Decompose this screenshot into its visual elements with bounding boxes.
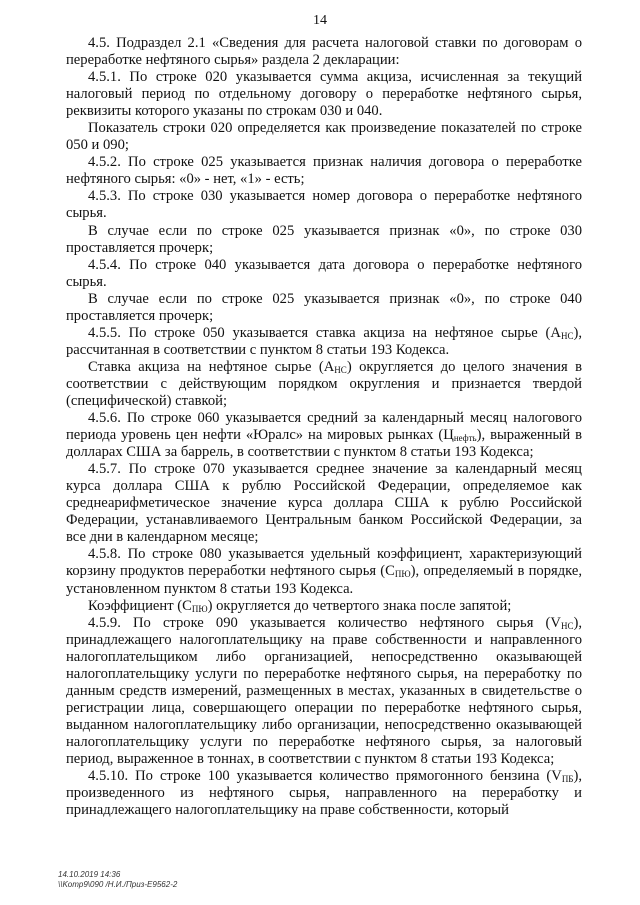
paragraph: Коэффициент $(С_{ПЮ})$ округляется до четвертого знака после запятой; <box>88 597 512 614</box>
paragraph: Ставка акциза на нефтяное сырье $(А_{НС})$ округляется до целого значения в соответствии с действующим порядком округления и признается твердой (специфической) ставкой; <box>66 358 583 409</box>
page-number: 14 <box>313 13 327 28</box>
document-body <box>66 35 582 819</box>
paragraph: Показатель строки 020 определяется как произведение показателей по строке 050 и 090; <box>66 120 582 154</box>
paragraph: 4.5.5. По строке 050 указывается ставка акциза на нефтяное сырье $(А_{НС})$, рассчитанная в соответствии с пунктом 8 статьи 193 Кодекса. <box>66 324 582 358</box>
paragraph: 4.5.10. По строке 100 указывается количество прямогонного бензина $(V_{ПБ})$, произведенного из нефтяного сырья, направленного на переработку и принадлежащего налогоплательщику на праве собственности, который <box>66 768 582 819</box>
paragraph: 4.5.1. По строке 020 указывается сумма акциза, исчисленная за текущий налоговый период по отдельному договору о переработке нефтяного сырья, реквизиты которого указаны по строкам 030 и 040. <box>66 69 582 120</box>
paragraph: 4.5.3. По строке 030 указывается номер договора о переработке нефтяного сырья. <box>66 188 582 222</box>
print-footer <box>58 870 177 890</box>
print-file-path: \\Komp9\090 /Н.И./Приз-E9562-2 <box>58 880 178 889</box>
print-timestamp: 14.10.2019 14:36 <box>58 870 121 879</box>
paragraph: 4.5.8. По строке 080 указывается удельный коэффициент, характеризующий корзину продуктов переработки нефтяного сырья $(С_{ПЮ})$, определяемый в порядке, установленном пунктом 8 статьи 193 Кодекса. <box>66 546 582 597</box>
paragraph: 4.5.2. По строке 025 указывается признак наличия договора о переработке нефтяного сырья: «0» - нет, «1» - есть; <box>66 154 582 188</box>
paragraph: В случае если по строке 025 указывается признак «0», по строке 040 проставляется прочерк; <box>66 290 582 324</box>
paragraph: 4.5.9. По строке 090 указывается количество нефтяного сырья $(V_{НС})$, принадлежащего налогоплательщику на праве собственности и направленного налогоплательщиком либо организацией, непосредственно оказывающей налогоплательщику услуги по переработке нефтяного сырья, на переработку по данным средств измерений, размещенных в местах, указанных в свидетельстве о регистрации лица, совершающего операции по переработке нефтяного сырья, выданном налогоплательщику либо организации, непосредственно оказывающей налогоплательщику услуги по переработке нефтяного сырья, за налоговый период, выраженное в тоннах, в соответствии с пунктом 8 статьи 193 Кодекса; <box>66 614 582 767</box>
paragraph: В случае если по строке 025 указывается признак «0», по строке 030 проставляется прочерк; <box>66 222 582 256</box>
paragraph: 4.5.4. По строке 040 указывается дата договора о переработке нефтяного сырья. <box>66 256 582 290</box>
paragraph: 4.5. Подраздел 2.1 «Сведения для расчета налоговой ставки по договорам о переработке нефтяного сырья» раздела 2 декларации: <box>66 35 582 69</box>
paragraph: 4.5.7. По строке 070 указывается среднее значение за календарный месяц курса доллара США к рублю Российской Федерации, определяемое как среднеарифметическое значение курса доллара США к рублю Российской Федерации, устанавливаемого Центральным банком Российской Федерации, за все дни в календарном месяце; <box>66 461 582 546</box>
paragraph: 4.5.6. По строке 060 указывается средний за календарный месяц налогового периода уровень цен нефти «Юралс» на мировых рынках $(Ц_{нефть})$, выраженный в долларах США за баррель, в соответствии с пунктом 8 статьи 193 Кодекса; <box>66 410 582 461</box>
